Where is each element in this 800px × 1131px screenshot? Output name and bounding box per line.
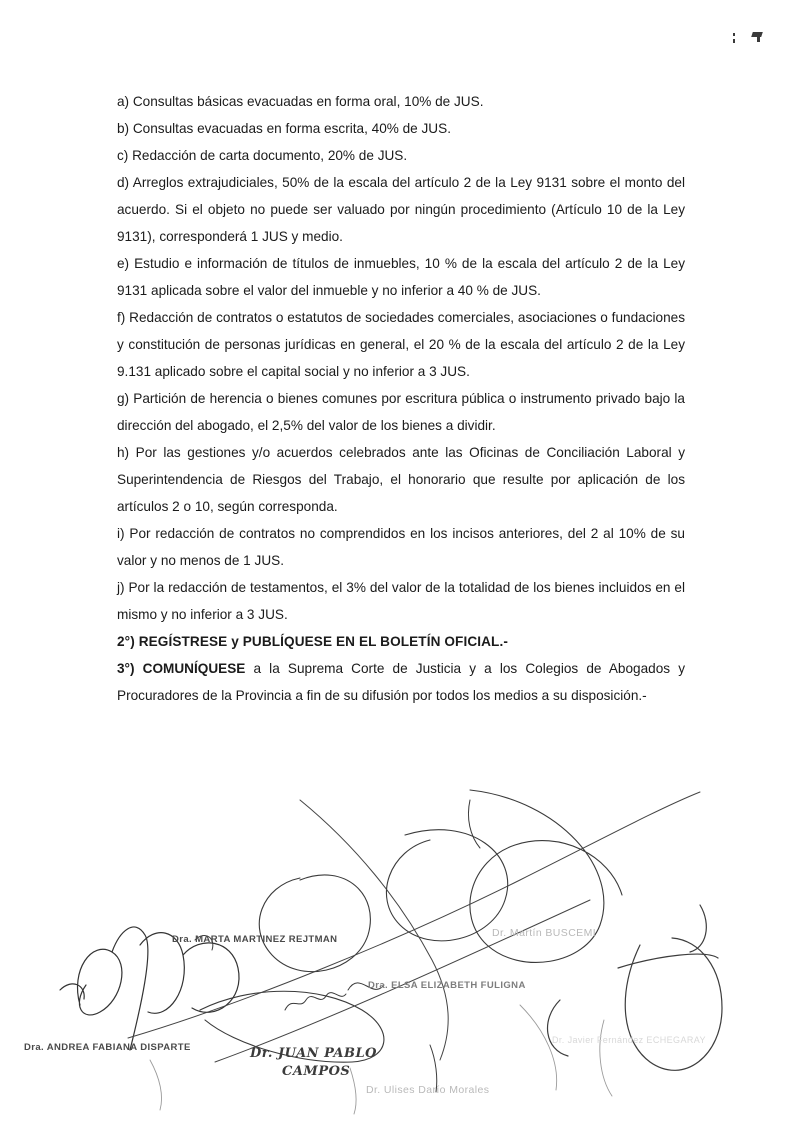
signature-stroke-diagonal [128, 792, 700, 1062]
paragraph-item-h: h) Por las gestiones y/o acuerdos celebrados ante las Oficinas de Conciliación Laboral y Superintendencia de Riesgos del Trabajo, el honorario que resulte por aplicación de los artículos 2 o 10, según corresponda. [117, 445, 685, 514]
paragraph-item-i: i) Por redacción de contratos no comprendidos en los incisos anteriores, del 2 al 10% de su valor y no menos de 1 JUS. [117, 526, 685, 568]
paragraph-item-3-body: a la Suprema Corte de Justicia y a los Colegios de Abogados y Procuradores de la Provincia a fin de su difusión por todos los medios a su disposición.- [117, 661, 685, 703]
paragraph-item-a: a) Consultas básicas evacuadas en forma oral, 10% de JUS. [117, 94, 484, 109]
paragraph-item-c: c) Redacción de carta documento, 20% de JUS. [117, 148, 408, 163]
document-body [117, 88, 685, 709]
signature-stroke-faint [150, 1005, 612, 1114]
paragraph-item-b: b) Consultas evacuadas en forma escrita, 40% de JUS. [117, 121, 451, 136]
signature-stroke-rejtman [60, 927, 239, 1050]
handwritten-name-campos-line2: CAMPOS [282, 1064, 351, 1079]
scan-speck [733, 39, 735, 43]
paragraph-item-j: j) Por la redacción de testamentos, el 3% del valor de la totalidad de los bienes incluidos en el mismo y no inferior a 3 JUS. [117, 580, 685, 622]
scan-speck [733, 33, 735, 36]
scan-speck [757, 36, 760, 42]
paragraph-item-f: f) Redacción de contratos o estatutos de sociedades comerciales, asociaciones o fundaciones y constitución de personas jurídicas en general, el 20 % de la escala del artículo 2 de la Ley 9.131 aplicado sobre el capital social y no inferior a 3 JUS. [117, 310, 685, 379]
paragraph-item-d: d) Arreglos extrajudiciales, 50% de la escala del artículo 2 de la Ley 9131 sobre el monto del acuerdo. Si el objeto no puede ser valuado por ningún procedimiento (Artículo 10 de la Ley 9131), corresponderá 1 JUS y medio. [117, 175, 685, 244]
paragraph-item-2: 2°) REGÍSTRESE y PUBLÍQUESE EN EL BOLETÍN OFICIAL.- [117, 634, 508, 649]
paragraph-item-e: e) Estudio e información de títulos de inmuebles, 10 % de la escala del artículo 2 de la Ley 9131 aplicada sobre el valor del inmueble y no inferior a 40 % de JUS. [117, 256, 685, 298]
stamp-name-morales: Dr. Ulises Darío Morales [366, 1084, 490, 1096]
stamp-name-illegible: Dr. Javier Fernández ECHEGARAY [552, 1035, 706, 1045]
paragraph-item-3 [117, 655, 685, 709]
stamp-name-rejtman: Dra. MARTA MARTINEZ REJTMAN [172, 934, 338, 945]
paragraph-item-g: g) Partición de herencia o bienes comunes por escritura pública o instrumento privado bajo la dirección del abogado, el 2,5% del valor de los bienes a dividir. [117, 391, 685, 433]
paragraph-item-3-keyword: 3°) COMUNÍQUESE [117, 661, 246, 676]
stamp-name-buscemi: Dr. Martín BUSCEMI [492, 927, 597, 939]
handwritten-name-campos-line1: Dr. JUAN PABLO [250, 1046, 377, 1061]
stamp-name-disparte: Dra. ANDREA FABIANA DISPARTE [24, 1042, 191, 1053]
stamp-name-fuligna: Dra. ELSA ELIZABETH FULIGNA [368, 980, 526, 991]
